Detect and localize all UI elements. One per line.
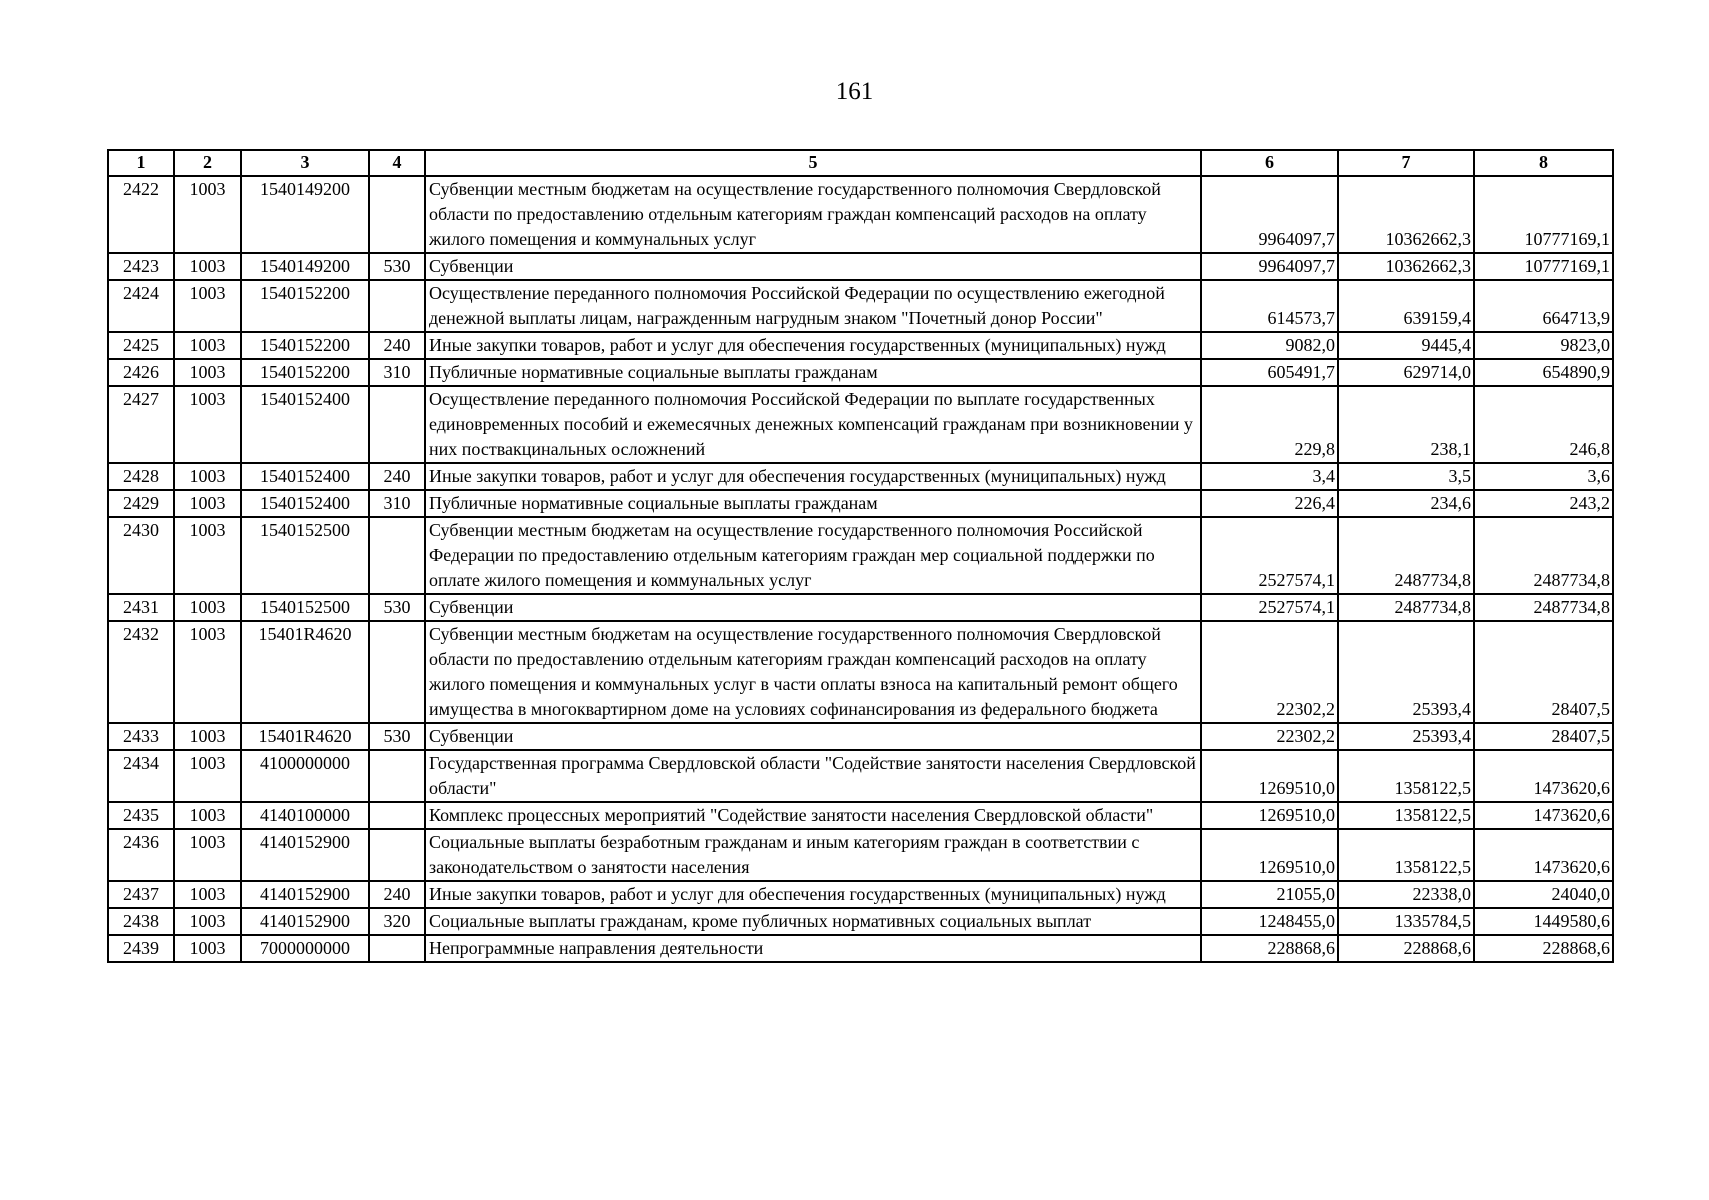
amount-col6-cell: 228868,6 — [1201, 935, 1338, 962]
expense-type-cell: 530 — [369, 253, 425, 280]
expense-type-cell — [369, 829, 425, 881]
target-code-cell: 15401R4620 — [241, 621, 369, 723]
amount-col8-cell: 228868,6 — [1474, 935, 1613, 962]
amount-col8-cell: 243,2 — [1474, 490, 1613, 517]
section-code-cell: 1003 — [174, 386, 241, 463]
amount-col8-cell: 10777169,1 — [1474, 253, 1613, 280]
target-code-cell: 1540152200 — [241, 280, 369, 332]
row-number-cell: 2439 — [108, 935, 174, 962]
amount-col7-cell: 629714,0 — [1338, 359, 1474, 386]
target-code-cell: 1540152400 — [241, 490, 369, 517]
target-code-cell: 4100000000 — [241, 750, 369, 802]
amount-col6-cell: 605491,7 — [1201, 359, 1338, 386]
table-row — [108, 802, 1613, 829]
amount-col8-cell: 1473620,6 — [1474, 750, 1613, 802]
column-header-6: 6 — [1201, 150, 1338, 176]
section-code-cell: 1003 — [174, 517, 241, 594]
row-number-cell: 2434 — [108, 750, 174, 802]
target-code-cell: 1540152500 — [241, 517, 369, 594]
column-header-2: 2 — [174, 150, 241, 176]
section-code-cell: 1003 — [174, 881, 241, 908]
table-row — [108, 517, 1613, 594]
table-row — [108, 908, 1613, 935]
item-name-cell: Публичные нормативные социальные выплаты гражданам — [425, 490, 1201, 517]
amount-col6-cell: 226,4 — [1201, 490, 1338, 517]
item-name-cell: Субвенции местным бюджетам на осуществление государственного полномочия Свердловской области по предоставлению отдельным категориям граждан компенсаций расходов на оплату жилого помещения и коммунальных услуг — [425, 176, 1201, 253]
amount-col8-cell: 654890,9 — [1474, 359, 1613, 386]
column-header-3: 3 — [241, 150, 369, 176]
target-code-cell: 1540152400 — [241, 386, 369, 463]
amount-col8-cell: 10777169,1 — [1474, 176, 1613, 253]
amount-col8-cell: 1473620,6 — [1474, 829, 1613, 881]
section-code-cell: 1003 — [174, 750, 241, 802]
column-header-5: 5 — [425, 150, 1201, 176]
row-number-cell: 2424 — [108, 280, 174, 332]
item-name-cell: Субвенции — [425, 253, 1201, 280]
section-code-cell: 1003 — [174, 594, 241, 621]
item-name-cell: Социальные выплаты безработным гражданам и иным категориям граждан в соответствии с законодательством о занятости населения — [425, 829, 1201, 881]
expense-type-cell: 240 — [369, 881, 425, 908]
amount-col6-cell: 1248455,0 — [1201, 908, 1338, 935]
amount-col6-cell: 614573,7 — [1201, 280, 1338, 332]
expense-type-cell — [369, 176, 425, 253]
amount-col7-cell: 9445,4 — [1338, 332, 1474, 359]
item-name-cell: Субвенции — [425, 723, 1201, 750]
item-name-cell: Социальные выплаты гражданам, кроме публичных нормативных социальных выплат — [425, 908, 1201, 935]
table-row — [108, 253, 1613, 280]
amount-col8-cell: 1473620,6 — [1474, 802, 1613, 829]
expense-type-cell — [369, 935, 425, 962]
table-row — [108, 935, 1613, 962]
section-code-cell: 1003 — [174, 176, 241, 253]
target-code-cell: 1540152400 — [241, 463, 369, 490]
page-number: 161 — [835, 78, 874, 105]
amount-col8-cell: 2487734,8 — [1474, 594, 1613, 621]
row-number-cell: 2427 — [108, 386, 174, 463]
amount-col7-cell: 25393,4 — [1338, 621, 1474, 723]
expense-type-cell: 320 — [369, 908, 425, 935]
section-code-cell: 1003 — [174, 935, 241, 962]
amount-col8-cell: 24040,0 — [1474, 881, 1613, 908]
section-code-cell: 1003 — [174, 723, 241, 750]
row-number-cell: 2433 — [108, 723, 174, 750]
amount-col6-cell: 9082,0 — [1201, 332, 1338, 359]
target-code-cell: 7000000000 — [241, 935, 369, 962]
target-code-cell: 1540149200 — [241, 176, 369, 253]
budget-table — [107, 149, 1614, 963]
amount-col8-cell: 9823,0 — [1474, 332, 1613, 359]
target-code-cell: 1540152200 — [241, 359, 369, 386]
table-row — [108, 621, 1613, 723]
item-name-cell: Государственная программа Свердловской области "Содействие занятости населения Свердловской области" — [425, 750, 1201, 802]
table-row — [108, 750, 1613, 802]
amount-col7-cell: 1358122,5 — [1338, 750, 1474, 802]
table-row — [108, 829, 1613, 881]
amount-col6-cell: 3,4 — [1201, 463, 1338, 490]
expense-type-cell: 240 — [369, 332, 425, 359]
amount-col7-cell: 2487734,8 — [1338, 517, 1474, 594]
amount-col7-cell: 1358122,5 — [1338, 829, 1474, 881]
section-code-cell: 1003 — [174, 332, 241, 359]
amount-col6-cell: 22302,2 — [1201, 723, 1338, 750]
amount-col7-cell: 10362662,3 — [1338, 253, 1474, 280]
expense-type-cell — [369, 517, 425, 594]
expense-type-cell — [369, 386, 425, 463]
amount-col7-cell: 22338,0 — [1338, 881, 1474, 908]
amount-col8-cell: 1449580,6 — [1474, 908, 1613, 935]
item-name-cell: Публичные нормативные социальные выплаты гражданам — [425, 359, 1201, 386]
section-code-cell: 1003 — [174, 359, 241, 386]
section-code-cell: 1003 — [174, 621, 241, 723]
section-code-cell: 1003 — [174, 253, 241, 280]
expense-type-cell: 530 — [369, 594, 425, 621]
section-code-cell: 1003 — [174, 908, 241, 935]
amount-col6-cell: 1269510,0 — [1201, 802, 1338, 829]
target-code-cell: 4140100000 — [241, 802, 369, 829]
amount-col6-cell: 2527574,1 — [1201, 517, 1338, 594]
table-row — [108, 280, 1613, 332]
table-header-row — [108, 150, 1613, 176]
amount-col7-cell: 639159,4 — [1338, 280, 1474, 332]
row-number-cell: 2430 — [108, 517, 174, 594]
amount-col6-cell: 2527574,1 — [1201, 594, 1338, 621]
row-number-cell: 2435 — [108, 802, 174, 829]
amount-col7-cell: 3,5 — [1338, 463, 1474, 490]
table-row — [108, 386, 1613, 463]
amount-col8-cell: 28407,5 — [1474, 723, 1613, 750]
amount-col6-cell: 1269510,0 — [1201, 750, 1338, 802]
column-header-7: 7 — [1338, 150, 1474, 176]
amount-col8-cell: 3,6 — [1474, 463, 1613, 490]
expense-type-cell — [369, 802, 425, 829]
item-name-cell: Иные закупки товаров, работ и услуг для обеспечения государственных (муниципальных) нужд — [425, 332, 1201, 359]
expense-type-cell — [369, 280, 425, 332]
item-name-cell: Иные закупки товаров, работ и услуг для обеспечения государственных (муниципальных) нужд — [425, 463, 1201, 490]
row-number-cell: 2436 — [108, 829, 174, 881]
table-row — [108, 176, 1613, 253]
row-number-cell: 2428 — [108, 463, 174, 490]
amount-col6-cell: 1269510,0 — [1201, 829, 1338, 881]
section-code-cell: 1003 — [174, 280, 241, 332]
expense-type-cell: 240 — [369, 463, 425, 490]
item-name-cell: Осуществление переданного полномочия Российской Федерации по выплате государственных единовременных пособий и ежемесячных денежных компенсаций гражданам при возникновении у них поствакцинальных осложнений — [425, 386, 1201, 463]
item-name-cell: Иные закупки товаров, работ и услуг для обеспечения государственных (муниципальных) нужд — [425, 881, 1201, 908]
table-row — [108, 463, 1613, 490]
expense-type-cell: 310 — [369, 359, 425, 386]
column-header-4: 4 — [369, 150, 425, 176]
row-number-cell: 2422 — [108, 176, 174, 253]
table-row — [108, 332, 1613, 359]
target-code-cell: 15401R4620 — [241, 723, 369, 750]
target-code-cell: 4140152900 — [241, 908, 369, 935]
item-name-cell: Осуществление переданного полномочия Российской Федерации по осуществлению ежегодной денежной выплаты лицам, награжденным нагрудным знаком "Почетный донор России" — [425, 280, 1201, 332]
amount-col8-cell: 28407,5 — [1474, 621, 1613, 723]
row-number-cell: 2429 — [108, 490, 174, 517]
target-code-cell: 1540152500 — [241, 594, 369, 621]
amount-col8-cell: 246,8 — [1474, 386, 1613, 463]
item-name-cell: Субвенции местным бюджетам на осуществление государственного полномочия Российской Федерации по предоставлению отдельным категориям граждан мер социальной поддержки по оплате жилого помещения и коммунальных услуг — [425, 517, 1201, 594]
amount-col7-cell: 10362662,3 — [1338, 176, 1474, 253]
item-name-cell: Комплекс процессных мероприятий "Содействие занятости населения Свердловской области" — [425, 802, 1201, 829]
amount-col6-cell: 9964097,7 — [1201, 176, 1338, 253]
target-code-cell: 1540149200 — [241, 253, 369, 280]
amount-col6-cell: 22302,2 — [1201, 621, 1338, 723]
row-number-cell: 2432 — [108, 621, 174, 723]
amount-col6-cell: 9964097,7 — [1201, 253, 1338, 280]
target-code-cell: 4140152900 — [241, 829, 369, 881]
row-number-cell: 2426 — [108, 359, 174, 386]
row-number-cell: 2431 — [108, 594, 174, 621]
section-code-cell: 1003 — [174, 829, 241, 881]
amount-col7-cell: 1358122,5 — [1338, 802, 1474, 829]
amount-col7-cell: 1335784,5 — [1338, 908, 1474, 935]
row-number-cell: 2423 — [108, 253, 174, 280]
table-row — [108, 594, 1613, 621]
expense-type-cell — [369, 750, 425, 802]
section-code-cell: 1003 — [174, 490, 241, 517]
item-name-cell: Непрограммные направления деятельности — [425, 935, 1201, 962]
amount-col7-cell: 25393,4 — [1338, 723, 1474, 750]
table-row — [108, 359, 1613, 386]
amount-col7-cell: 234,6 — [1338, 490, 1474, 517]
column-header-8: 8 — [1474, 150, 1613, 176]
item-name-cell: Субвенции — [425, 594, 1201, 621]
target-code-cell: 1540152200 — [241, 332, 369, 359]
table-row — [108, 723, 1613, 750]
column-header-1: 1 — [108, 150, 174, 176]
amount-col6-cell: 21055,0 — [1201, 881, 1338, 908]
row-number-cell: 2438 — [108, 908, 174, 935]
row-number-cell: 2425 — [108, 332, 174, 359]
row-number-cell: 2437 — [108, 881, 174, 908]
amount-col8-cell: 2487734,8 — [1474, 517, 1613, 594]
amount-col7-cell: 2487734,8 — [1338, 594, 1474, 621]
table-body — [108, 176, 1613, 962]
amount-col8-cell: 664713,9 — [1474, 280, 1613, 332]
target-code-cell: 4140152900 — [241, 881, 369, 908]
amount-col6-cell: 229,8 — [1201, 386, 1338, 463]
expense-type-cell — [369, 621, 425, 723]
item-name-cell: Субвенции местным бюджетам на осуществление государственного полномочия Свердловской области по предоставлению отдельным категориям граждан компенсаций расходов на оплату жилого помещения и коммунальных услуг в части оплаты взноса на капитальный ремонт общего имущества в многоквартирном доме на условиях софинансирования из федерального бюджета — [425, 621, 1201, 723]
section-code-cell: 1003 — [174, 802, 241, 829]
amount-col7-cell: 228868,6 — [1338, 935, 1474, 962]
table-row — [108, 881, 1613, 908]
amount-col7-cell: 238,1 — [1338, 386, 1474, 463]
expense-type-cell: 310 — [369, 490, 425, 517]
section-code-cell: 1003 — [174, 463, 241, 490]
expense-type-cell: 530 — [369, 723, 425, 750]
table-row — [108, 490, 1613, 517]
